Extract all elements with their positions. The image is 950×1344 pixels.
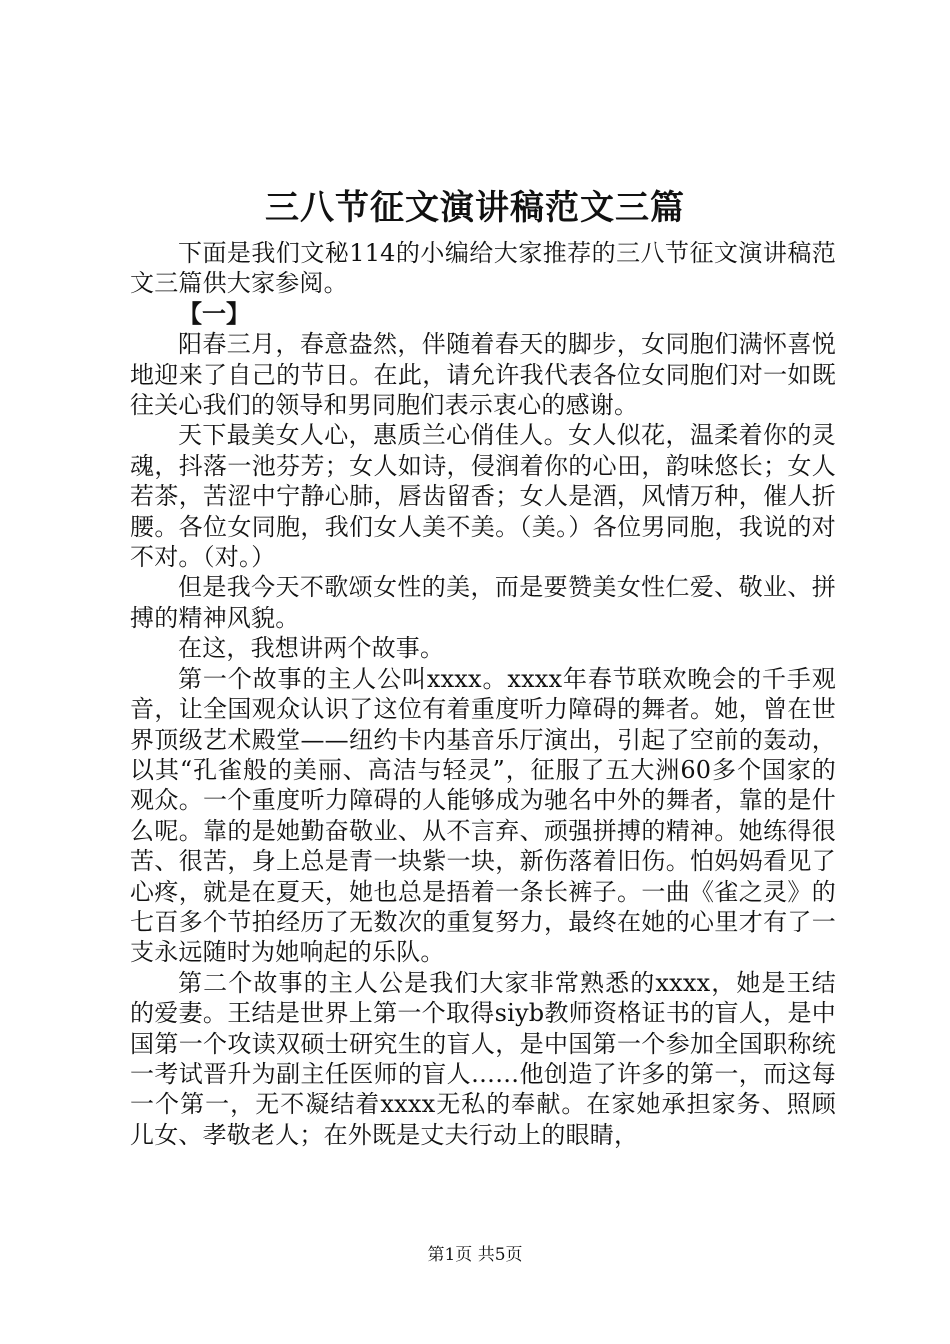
body-paragraph: 但是我今天不歌颂女性的美，而是要赞美女性仁爱、敬业、拼搏的精神风貌。 [130, 573, 836, 632]
section-label: 【一】 [178, 298, 250, 328]
page-footer: 第1页 共5页 [427, 1245, 523, 1265]
body-paragraph: 阳春三月，春意盎然，伴随着春天的脚步，女同胞们满怀喜悦地迎来了自己的节日。在此，请允许我代表各位女同胞们对一如既往关心我们的领导和男同胞们表示衷心的感谢。 [130, 330, 836, 420]
body-paragraph: 第一个故事的主人公叫xxxx。xxxx年春节联欢晚会的千手观音，让全国观众认识了这位有着重度听力障碍的舞者。她，曾在世界顶级艺术殿堂——纽约卡内基音乐厅演出，引起了空前的轰动，以其“孔雀般的美丽、高洁与轻灵”，征服了五大洲60多个国家的观众。一个重度听力障碍的人能够成为驰名中外的舞者，靠的是什么呢。靠的是她勤奋敬业、从不言弃、顽强拼搏的精神。她练得很苦、很苦，身上总是青一块紫一块，新伤落着旧伤。怕妈妈看见了心疼，就是在夏天，她也总是捂着一条长裤子。一曲《雀之灵》的七百多个节拍经历了无数次的重复努力，最终在她的心里才有了一支永远随时为她响起的乐队。 [130, 664, 836, 967]
body-paragraph: 第二个故事的主人公是我们大家非常熟悉的xxxx，她是王结的爱妻。王结是世界上第一个取得siyb教师资格证书的盲人，是中国第一个攻读双硕士研究生的盲人，是中国第一个参加全国职称统一考试晋升为副主任医师的盲人……他创造了许多的第一，而这每一个第一，无不凝结着xxxx无私的奉献。在家她承担家务、照顾儿女、孝敬老人；在外既是丈夫行动上的眼睛， [130, 968, 836, 1149]
document-title: 三八节征文演讲稿范文三篇 [265, 188, 685, 228]
intro-paragraph: 下面是我们文秘114的小编给大家推荐的三八节征文演讲稿范文三篇供大家参阅。 [130, 239, 836, 298]
body-paragraph: 天下最美女人心，惠质兰心俏佳人。女人似花，温柔着你的灵魂，抖落一池芬芳；女人如诗，侵润着你的心田，韵味悠长；女人若茶，苦涩中宁静心肺，唇齿留香；女人是酒，风情万种，催人折腰。各位女同胞，我们女人美不美。（美。）各位男同胞，我说的对不对。（对。） [130, 421, 836, 572]
body-paragraph: 在这，我想讲两个故事。 [178, 634, 445, 663]
document-body [130, 238, 836, 1150]
